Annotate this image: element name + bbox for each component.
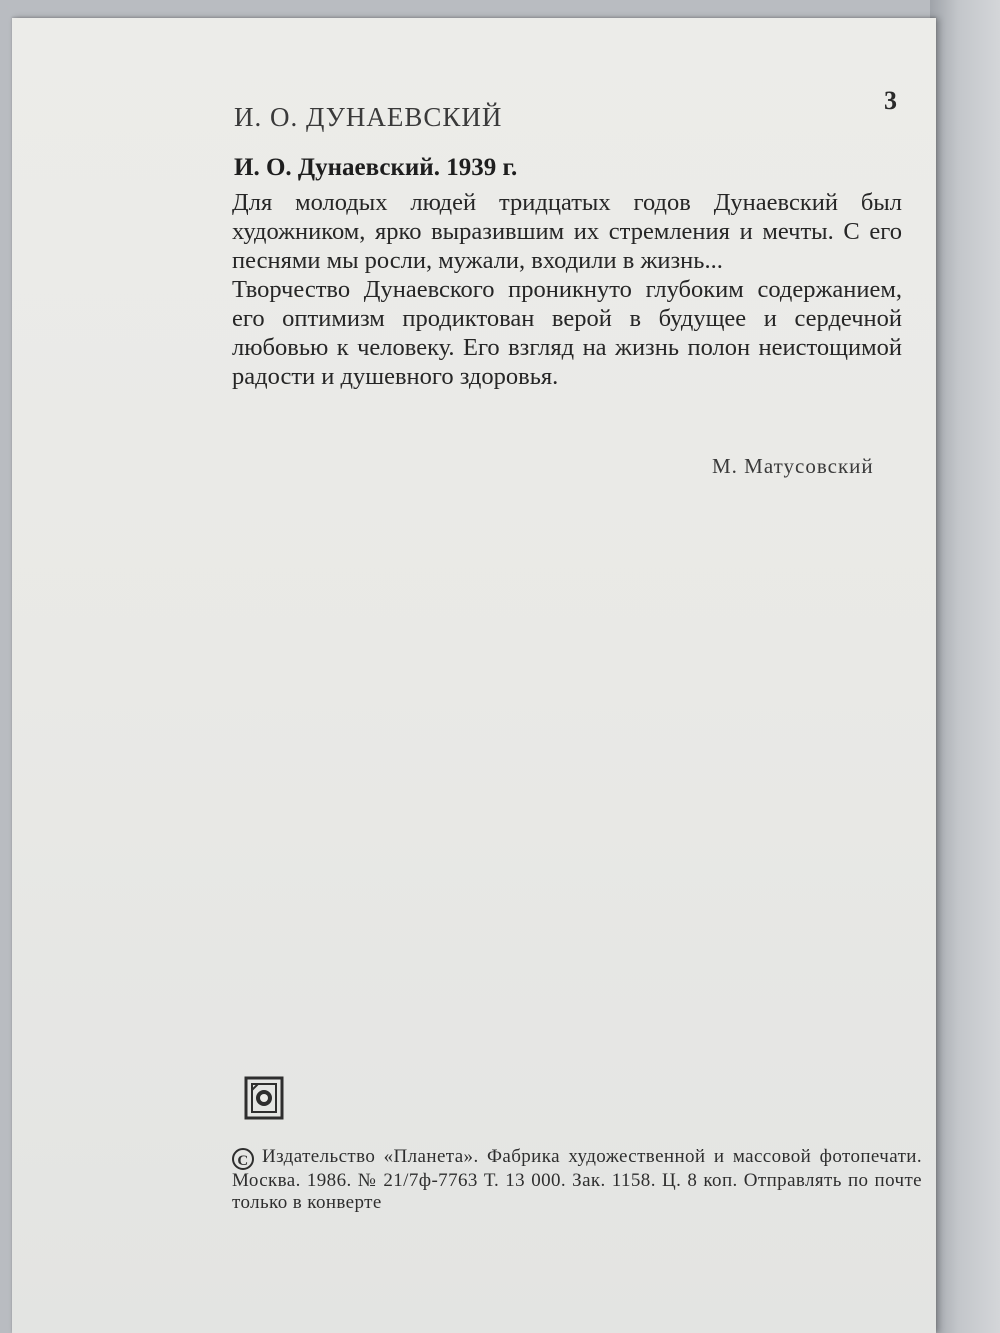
card-number: 3 bbox=[884, 86, 897, 115]
publisher-imprint bbox=[232, 1146, 922, 1214]
copyright-icon: C bbox=[232, 1148, 254, 1170]
description-text bbox=[232, 188, 902, 391]
planeta-logo-icon bbox=[244, 1076, 284, 1120]
paragraph-2: Творчество Дунаевского проникнуто глубоким содержанием, его оптимизм продиктован верой в будущее и сердечной любовью к человеку. Его взгляд на жизнь полон неистощимой радости и душевного здоровья. bbox=[232, 276, 902, 390]
composer-heading: И. О. ДУНАЕВСКИЙ bbox=[234, 102, 503, 132]
postcard bbox=[12, 18, 936, 1333]
background-surface bbox=[930, 0, 1000, 1333]
photo-caption: И. О. Дунаевский. 1939 г. bbox=[234, 154, 518, 181]
imprint-text: Издательство «Планета». Фабрика художественной и массовой фотопечати. Москва. 1986. № 21/7ф-7763 Т. 13 000. Зак. 1158. Ц. 8 коп. Отправлять по почте только в конверте bbox=[232, 1146, 922, 1213]
paragraph-1: Для молодых людей тридцатых годов Дунаевский был художником, ярко выразившим их стремления и мечты. С его песнями мы росли, мужали, входили в жизнь... bbox=[232, 189, 902, 274]
quote-author: М. Матусовский bbox=[712, 454, 874, 478]
